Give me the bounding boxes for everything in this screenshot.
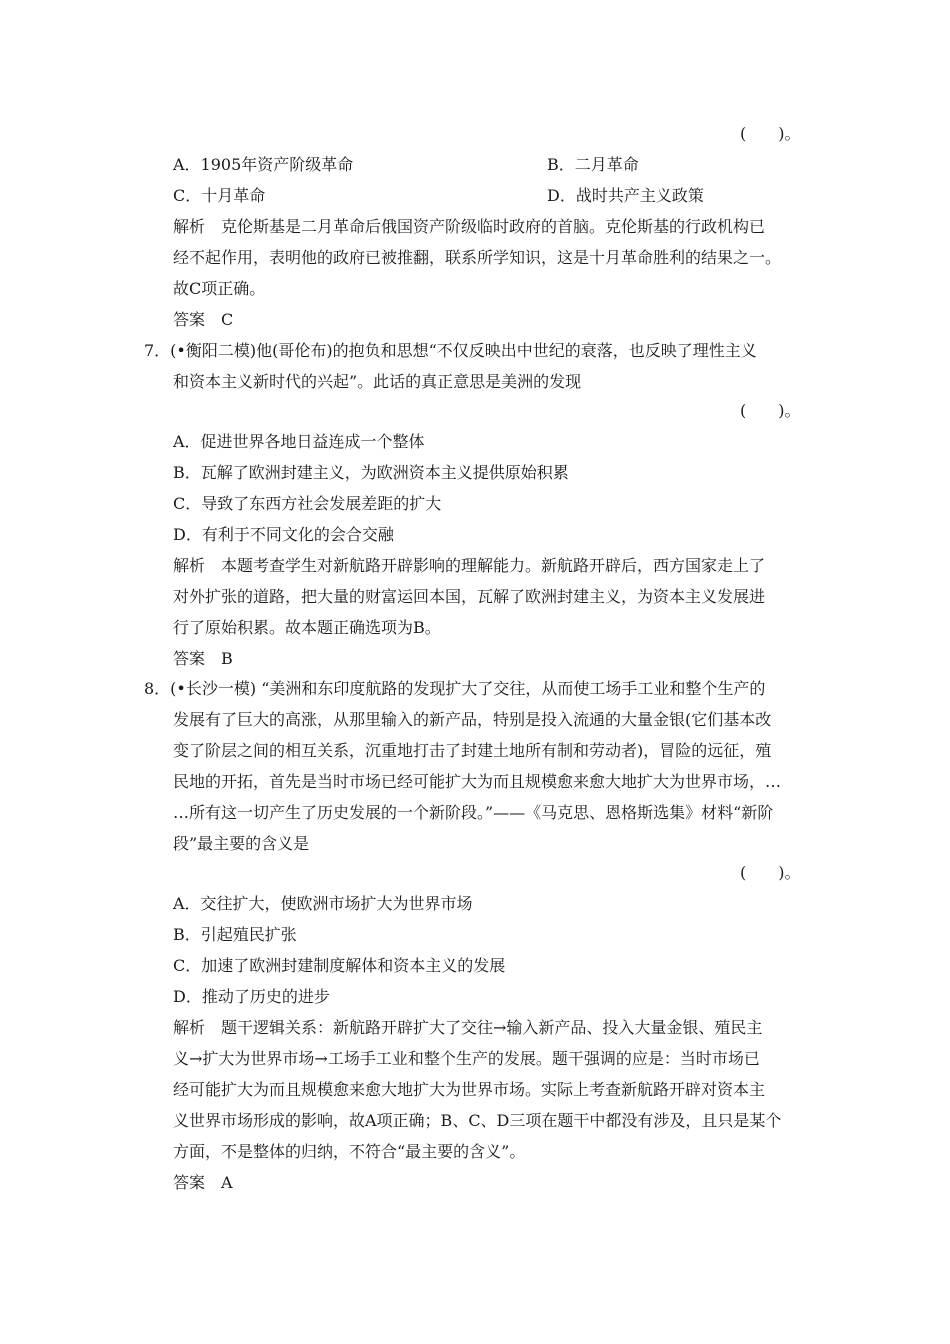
q8-stem-line: 段”最主要的含义是: [173, 834, 310, 853]
q8-stem-line: 变了阶层之间的相互关系，沉重地打击了封建土地所有制和劳动者)，冒险的远征，殖: [173, 741, 772, 760]
q8-analysis-line: 义世界市场形成的影响，故A项正确；B、C、D三项在题干中都没有涉及，且只是某个: [173, 1111, 782, 1130]
q7-analysis-line: 行了原始积累。故本题正确选项为B。: [173, 618, 441, 637]
q6-answer: 答案 C: [173, 310, 234, 329]
q8-answer: 答案 A: [173, 1173, 233, 1192]
q8-analysis-line: 方面，不是整体的归纳，不符合“最主要的含义”。: [173, 1142, 526, 1161]
q8-stem-line: 发展有了巨大的高涨，从那里输入的新产品，特别是投入流通的大量金银(它们基本改: [173, 710, 772, 729]
q8-answer-bracket: ( )。: [740, 863, 801, 882]
q8-analysis-line: 解析 题干逻辑关系：新航路开辟扩大了交往→输入新产品、投入大量金银、殖民主: [173, 1018, 763, 1037]
q7-option-d: D．有利于不同文化的会合交融: [173, 525, 394, 544]
q7-stem-line: 7．(•衡阳二模)他(哥伦布)的抱负和思想“不仅反映出中世纪的衰落，也反映了理性主义: [144, 341, 757, 360]
q6-analysis-line: 解析 克伦斯基是二月革命后俄国资产阶级临时政府的首脑。克伦斯基的行政机构已: [173, 217, 766, 236]
q7-answer-bracket: ( )。: [740, 401, 801, 420]
q8-option-d: D．推动了历史的进步: [173, 987, 330, 1006]
q8-option-b: B．引起殖民扩张: [173, 925, 297, 944]
q6-answer-bracket: ( )。: [740, 124, 801, 143]
q6-option-b: B．二月革命: [547, 155, 639, 174]
q6-option-c: C．十月革命: [173, 186, 266, 205]
q6-analysis-line: 经不起作用，表明他的政府已被推翻，联系所学知识，这是十月革命胜利的结果之一。: [173, 248, 782, 267]
q8-stem-line: 8．(•长沙一模) “美洲和东印度航路的发现扩大了交往，从而使工场手工业和整个生产的: [144, 679, 766, 698]
q7-analysis-line: 解析 本题考查学生对新航路开辟影响的理解能力。新航路开辟后，西方国家走上了: [173, 556, 766, 575]
q7-analysis-line: 对外扩张的道路，把大量的财富运回本国，瓦解了欧洲封建主义，为资本主义发展进: [173, 587, 766, 606]
q6-option-d: D．战时共产主义政策: [547, 186, 704, 205]
q6-option-a: A．1905年资产阶级革命: [173, 155, 354, 174]
q8-analysis-line: 义→扩大为世界市场→工场手工业和整个生产的发展。题干强调的应是：当时市场已: [173, 1049, 760, 1068]
q8-option-c: C．加速了欧洲封建制度解体和资本主义的发展: [173, 956, 506, 975]
q8-option-a: A．交往扩大，使欧洲市场扩大为世界市场: [173, 894, 473, 913]
q6-analysis-line: 故C项正确。: [173, 279, 266, 298]
q8-stem-line: 民地的开拓，首先是当时市场已经可能扩大为而且规模愈来愈大地扩大为世界市场，…: [173, 772, 782, 791]
q8-stem-line: …所有这一切产生了历史发展的一个新阶段。”——《马克思、恩格斯选集》材料“新阶: [173, 803, 774, 822]
q7-option-b: B．瓦解了欧洲封建主义，为欧洲资本主义提供原始积累: [173, 463, 569, 482]
q8-analysis-line: 经可能扩大为而且规模愈来愈大地扩大为世界市场。实际上考查新航路开辟对资本主: [173, 1080, 766, 1099]
q7-stem-line: 和资本主义新时代的兴起”。此话的真正意思是美洲的发现: [173, 372, 582, 391]
q7-option-a: A．促进世界各地日益连成一个整体: [173, 432, 425, 451]
q7-option-c: C．导致了东西方社会发展差距的扩大: [173, 494, 442, 513]
q7-answer: 答案 B: [173, 649, 233, 668]
